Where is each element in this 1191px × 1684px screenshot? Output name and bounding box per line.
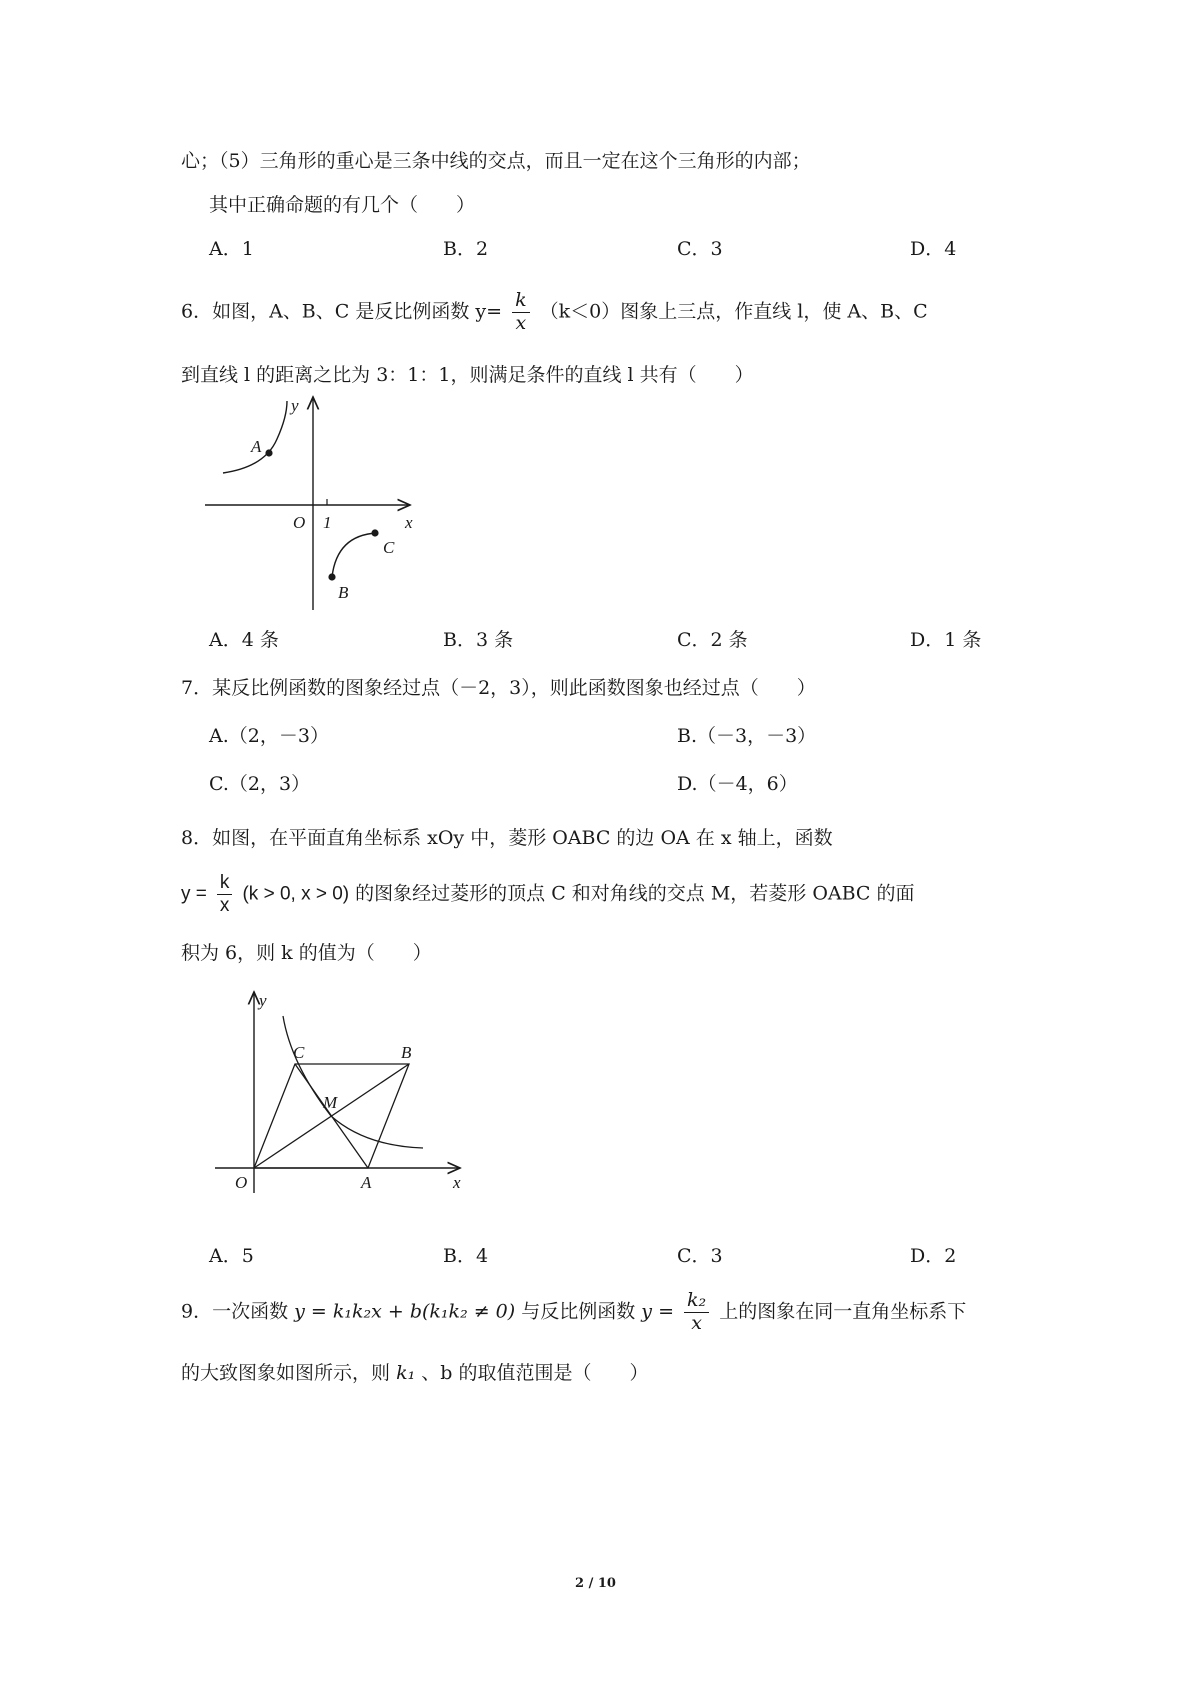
q8-option-d: D．2 — [910, 1245, 957, 1267]
q5-option-b: B．2 — [443, 238, 489, 260]
q6-label-y: y — [291, 396, 299, 415]
q5-question: 其中正确命题的有几个（ ） — [209, 194, 476, 216]
q8-option-b: B．4 — [443, 1245, 489, 1267]
q7-option-a: A.（2，－3） — [209, 725, 329, 747]
q7-option-c: C.（2，3） — [209, 773, 311, 795]
q6-option-c: C．2 条 — [677, 629, 748, 651]
q7-option-b: B.（－3，－3） — [677, 725, 817, 747]
q8-stem-line2-rest: 的图象经过菱形的顶点 C 和对角线的交点 M，若菱形 OABC 的面 — [355, 882, 915, 905]
q6-fraction — [512, 290, 530, 335]
q6-option-a: A．4 条 — [209, 629, 279, 651]
q6-label-c: C — [383, 538, 395, 557]
q9-linear-equation: y = k₁k₂x + b(k₁k₂ ≠ 0) — [294, 1300, 516, 1323]
q6-stem — [181, 290, 928, 335]
q6-point-c — [371, 529, 378, 536]
q6-label-one: 1 — [323, 513, 332, 532]
q5-option-c: C．3 — [677, 238, 723, 260]
q6-frac-den: x — [515, 311, 527, 334]
q5-option-a: A．1 — [209, 238, 254, 260]
q6-label-b: B — [338, 583, 349, 602]
q8-figure — [205, 988, 470, 1203]
q8-label-b: B — [401, 1043, 412, 1062]
q9-line2-pre: 的大致图象如图所示，则 — [181, 1362, 391, 1384]
q9-stem-post: 上的图象在同一直角坐标系下 — [719, 1300, 967, 1323]
q9-stem-line1 — [181, 1290, 966, 1335]
page-number: 2 / 10 — [575, 1576, 616, 1591]
q8-label-o: O — [235, 1173, 248, 1192]
q8-option-c: C．3 — [677, 1245, 723, 1267]
q8-label-c: C — [293, 1043, 305, 1062]
q8-stem-line1: 8．如图，在平面直角坐标系 xOy 中，菱形 OABC 的边 OA 在 x 轴上，函数 — [181, 827, 833, 849]
q6-point-b — [328, 573, 335, 580]
q7-option-d: D.（－4，6） — [677, 773, 798, 795]
q8-eq-cond: (k > 0, x > 0) — [242, 883, 350, 905]
q9-stem-line2 — [181, 1358, 648, 1385]
q8-option-a: A．5 — [209, 1245, 254, 1267]
q9-fraction — [684, 1290, 709, 1335]
q6-stem-post: （k＜0）图象上三点，作直线 l，使 A、B、C — [539, 300, 928, 323]
q8-frac-den: x — [219, 894, 230, 916]
q7-stem: 7．某反比例函数的图象经过点（－2，3），则此函数图象也经过点（ ） — [181, 677, 816, 699]
q9-line2-post: 、b 的取值范围是（ ） — [421, 1362, 649, 1384]
q9-stem-pre: 9．一次函数 — [181, 1300, 289, 1323]
q9-eq2-lhs: y = — [641, 1300, 674, 1323]
q6-frac-num: k — [512, 290, 530, 313]
q8-stem-line3: 积为 6，则 k 的值为（ ） — [181, 942, 432, 964]
q6-option-b: B．3 条 — [443, 629, 514, 651]
q6-label-x: x — [405, 513, 413, 532]
q8-fraction — [217, 872, 233, 917]
q6-stem-pre: 6．如图，A、B、C 是反比例函数 y= — [181, 300, 503, 323]
q6-stem-line2: 到直线 l 的距离之比为 3：1：1，则满足条件的直线 l 共有（ ） — [181, 364, 754, 386]
q8-label-y: y — [259, 991, 267, 1010]
q5-continuation: 心；（5）三角形的重心是三条中线的交点，而且一定在这个三角形的内部； — [181, 150, 811, 172]
q9-frac-den: x — [691, 1311, 702, 1334]
q9-frac-num: k₂ — [684, 1290, 709, 1313]
q8-frac-num: k — [217, 872, 233, 895]
q6-option-d: D．1 条 — [910, 629, 982, 651]
q8-label-a: A — [361, 1173, 372, 1192]
q6-label-o: O — [293, 513, 306, 532]
q6-figure — [205, 395, 425, 615]
q8-eq-lhs: y = — [181, 883, 207, 905]
q9-line2-var: k₁ — [396, 1362, 416, 1384]
q8-label-m: M — [323, 1093, 338, 1112]
q9-stem-mid: 与反比例函数 — [521, 1300, 636, 1323]
q6-point-a — [265, 449, 272, 456]
q6-curve-lower — [332, 533, 377, 577]
q6-label-a: A — [251, 437, 262, 456]
q8-label-x: x — [453, 1173, 461, 1192]
q8-stem-line2 — [181, 872, 915, 917]
q5-option-d: D．4 — [910, 238, 957, 260]
